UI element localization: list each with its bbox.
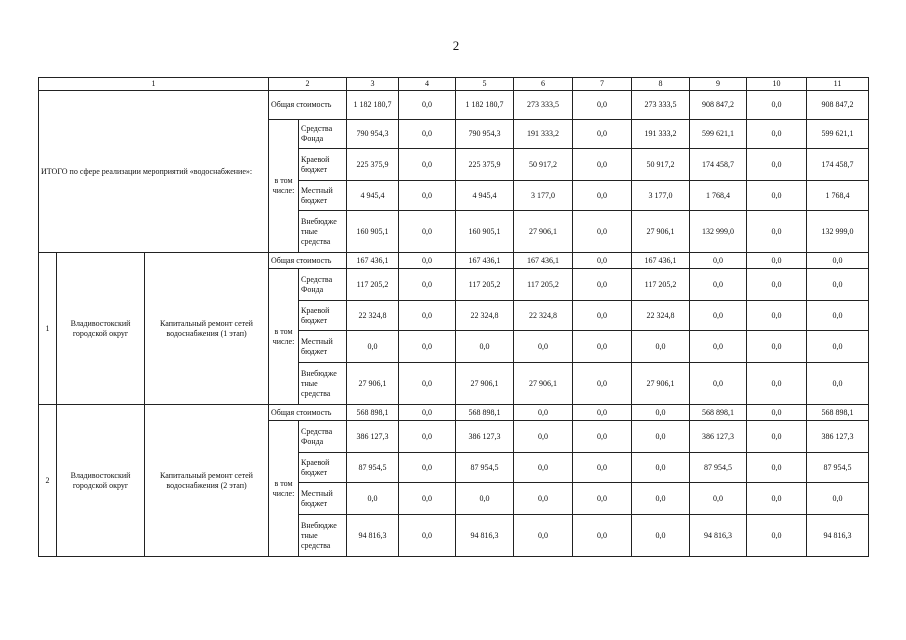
value-cell: 0,0 [747,405,807,421]
value-cell: 0,0 [573,301,632,331]
value-cell: 0,0 [399,453,456,483]
local-budget-label: Местный бюджет [299,483,347,515]
item-number: 1 [39,253,57,405]
regional-budget-label: Краевой бюджет [299,301,347,331]
page-number: 2 [452,38,460,53]
value-cell: 568 898,1 [807,405,869,421]
value-cell: 22 324,8 [456,301,514,331]
fund-label: Средства Фонда [299,120,347,149]
value-cell: 0,0 [690,483,747,515]
column-number: 9 [690,78,747,91]
value-cell: 0,0 [747,331,807,363]
value-cell: 0,0 [347,483,399,515]
value-cell: 160 905,1 [456,211,514,253]
value-cell: 0,0 [399,483,456,515]
value-cell: 0,0 [514,331,573,363]
value-cell: 599 621,1 [690,120,747,149]
value-cell: 0,0 [399,269,456,301]
extrabudgetary-label: Внебюдже тные средства [299,363,347,405]
total-cost-label: Общая стоимость [269,91,347,120]
extrabudgetary-label: Внебюдже тные средства [299,211,347,253]
value-cell: 0,0 [747,149,807,181]
item-total-row [39,253,869,269]
value-cell: 174 458,7 [807,149,869,181]
value-cell: 0,0 [747,181,807,211]
column-number: 8 [632,78,690,91]
column-number: 10 [747,78,807,91]
value-cell: 908 847,2 [807,91,869,120]
value-cell: 1 768,4 [690,181,747,211]
value-cell: 0,0 [573,120,632,149]
value-cell: 0,0 [456,331,514,363]
value-cell: 0,0 [690,253,747,269]
value-cell: 225 375,9 [456,149,514,181]
value-cell: 167 436,1 [347,253,399,269]
value-cell: 87 954,5 [456,453,514,483]
value-cell: 0,0 [573,91,632,120]
value-cell: 1 182 180,7 [456,91,514,120]
value-cell: 0,0 [690,301,747,331]
value-cell: 0,0 [747,120,807,149]
total-cost-label: Общая стоимость [269,405,347,421]
value-cell: 50 917,2 [514,149,573,181]
value-cell: 174 458,7 [690,149,747,181]
value-cell: 22 324,8 [347,301,399,331]
value-cell: 0,0 [347,331,399,363]
value-cell: 27 906,1 [632,363,690,405]
summary-title: ИТОГО по сфере реализации мероприятий «водоснабжение»: [39,91,269,253]
value-cell: 225 375,9 [347,149,399,181]
value-cell: 0,0 [399,363,456,405]
value-cell: 0,0 [690,363,747,405]
value-cell: 3 177,0 [514,181,573,211]
value-cell: 0,0 [747,269,807,301]
local-budget-label: Местный бюджет [299,331,347,363]
value-cell: 27 906,1 [456,363,514,405]
value-cell: 0,0 [573,515,632,557]
extrabudgetary-label: Внебюдже тные средства [299,515,347,557]
value-cell: 0,0 [747,91,807,120]
value-cell: 0,0 [399,515,456,557]
value-cell: 386 127,3 [690,421,747,453]
value-cell: 0,0 [399,149,456,181]
value-cell: 4 945,4 [347,181,399,211]
value-cell: 94 816,3 [807,515,869,557]
value-cell: 0,0 [573,211,632,253]
value-cell: 0,0 [573,253,632,269]
value-cell: 0,0 [747,483,807,515]
funding-table [38,77,869,557]
including-label: в том числе: [269,421,299,557]
value-cell: 386 127,3 [807,421,869,453]
value-cell: 0,0 [807,363,869,405]
including-label: в том числе: [269,269,299,405]
value-cell: 0,0 [399,181,456,211]
value-cell: 167 436,1 [456,253,514,269]
value-cell: 22 324,8 [632,301,690,331]
value-cell: 0,0 [514,515,573,557]
column-number: 1 [39,78,269,91]
value-cell: 27 906,1 [514,211,573,253]
value-cell: 87 954,5 [690,453,747,483]
value-cell: 0,0 [456,483,514,515]
value-cell: 0,0 [573,181,632,211]
value-cell: 94 816,3 [347,515,399,557]
value-cell: 908 847,2 [690,91,747,120]
municipality-name: Владивостокский городской округ [57,253,145,405]
value-cell: 386 127,3 [456,421,514,453]
value-cell: 167 436,1 [514,253,573,269]
value-cell: 0,0 [514,405,573,421]
value-cell: 0,0 [573,149,632,181]
value-cell: 0,0 [632,483,690,515]
value-cell: 0,0 [399,120,456,149]
value-cell: 1 768,4 [807,181,869,211]
value-cell: 0,0 [747,301,807,331]
summary-total-row [39,91,869,120]
value-cell: 273 333,5 [514,91,573,120]
value-cell: 0,0 [632,405,690,421]
regional-budget-label: Краевой бюджет [299,453,347,483]
column-number: 3 [347,78,399,91]
fund-label: Средства Фонда [299,421,347,453]
project-name: Капитальный ремонт сетей водоснабжения (1 этап) [145,253,269,405]
value-cell: 0,0 [573,363,632,405]
value-cell: 568 898,1 [347,405,399,421]
value-cell: 117 205,2 [456,269,514,301]
item-total-row [39,405,869,421]
value-cell: 4 945,4 [456,181,514,211]
value-cell: 0,0 [632,421,690,453]
value-cell: 0,0 [807,331,869,363]
column-number: 5 [456,78,514,91]
value-cell: 0,0 [690,331,747,363]
value-cell: 0,0 [514,483,573,515]
value-cell: 0,0 [807,253,869,269]
value-cell: 0,0 [399,421,456,453]
value-cell: 191 333,2 [632,120,690,149]
value-cell: 132 999,0 [690,211,747,253]
value-cell: 0,0 [573,269,632,301]
value-cell: 568 898,1 [456,405,514,421]
municipality-name: Владивостокский городской округ [57,405,145,557]
value-cell: 568 898,1 [690,405,747,421]
column-number: 7 [573,78,632,91]
regional-budget-label: Краевой бюджет [299,149,347,181]
value-cell: 191 333,2 [514,120,573,149]
including-label: в том числе: [269,120,299,253]
value-cell: 87 954,5 [347,453,399,483]
value-cell: 0,0 [399,405,456,421]
value-cell: 0,0 [807,483,869,515]
value-cell: 0,0 [747,515,807,557]
project-name: Капитальный ремонт сетей водоснабжения (2 этап) [145,405,269,557]
value-cell: 0,0 [807,301,869,331]
value-cell: 0,0 [747,453,807,483]
value-cell: 0,0 [573,421,632,453]
value-cell: 386 127,3 [347,421,399,453]
value-cell: 50 917,2 [632,149,690,181]
value-cell: 599 621,1 [807,120,869,149]
value-cell: 1 182 180,7 [347,91,399,120]
value-cell: 27 906,1 [514,363,573,405]
value-cell: 0,0 [573,483,632,515]
item-number: 2 [39,405,57,557]
value-cell: 0,0 [747,363,807,405]
value-cell: 22 324,8 [514,301,573,331]
value-cell: 94 816,3 [456,515,514,557]
column-number: 6 [514,78,573,91]
value-cell: 0,0 [632,515,690,557]
value-cell: 0,0 [514,421,573,453]
value-cell: 0,0 [514,453,573,483]
value-cell: 0,0 [573,453,632,483]
value-cell: 0,0 [399,331,456,363]
value-cell: 94 816,3 [690,515,747,557]
value-cell: 0,0 [632,331,690,363]
value-cell: 132 999,0 [807,211,869,253]
value-cell: 117 205,2 [514,269,573,301]
fund-label: Средства Фонда [299,269,347,301]
value-cell: 0,0 [399,253,456,269]
column-number: 11 [807,78,869,91]
value-cell: 0,0 [747,253,807,269]
column-number: 4 [399,78,456,91]
value-cell: 790 954,3 [456,120,514,149]
value-cell: 790 954,3 [347,120,399,149]
column-number: 2 [269,78,347,91]
value-cell: 0,0 [399,211,456,253]
value-cell: 0,0 [399,301,456,331]
value-cell: 0,0 [690,269,747,301]
value-cell: 0,0 [573,405,632,421]
value-cell: 0,0 [747,211,807,253]
value-cell: 0,0 [807,269,869,301]
value-cell: 117 205,2 [347,269,399,301]
value-cell: 160 905,1 [347,211,399,253]
value-cell: 27 906,1 [347,363,399,405]
header-row [39,78,869,91]
value-cell: 0,0 [632,453,690,483]
local-budget-label: Местный бюджет [299,181,347,211]
value-cell: 167 436,1 [632,253,690,269]
value-cell: 273 333,5 [632,91,690,120]
value-cell: 27 906,1 [632,211,690,253]
total-cost-label: Общая стоимость [269,253,347,269]
value-cell: 3 177,0 [632,181,690,211]
value-cell: 0,0 [399,91,456,120]
value-cell: 87 954,5 [807,453,869,483]
value-cell: 117 205,2 [632,269,690,301]
value-cell: 0,0 [573,331,632,363]
value-cell: 0,0 [747,421,807,453]
